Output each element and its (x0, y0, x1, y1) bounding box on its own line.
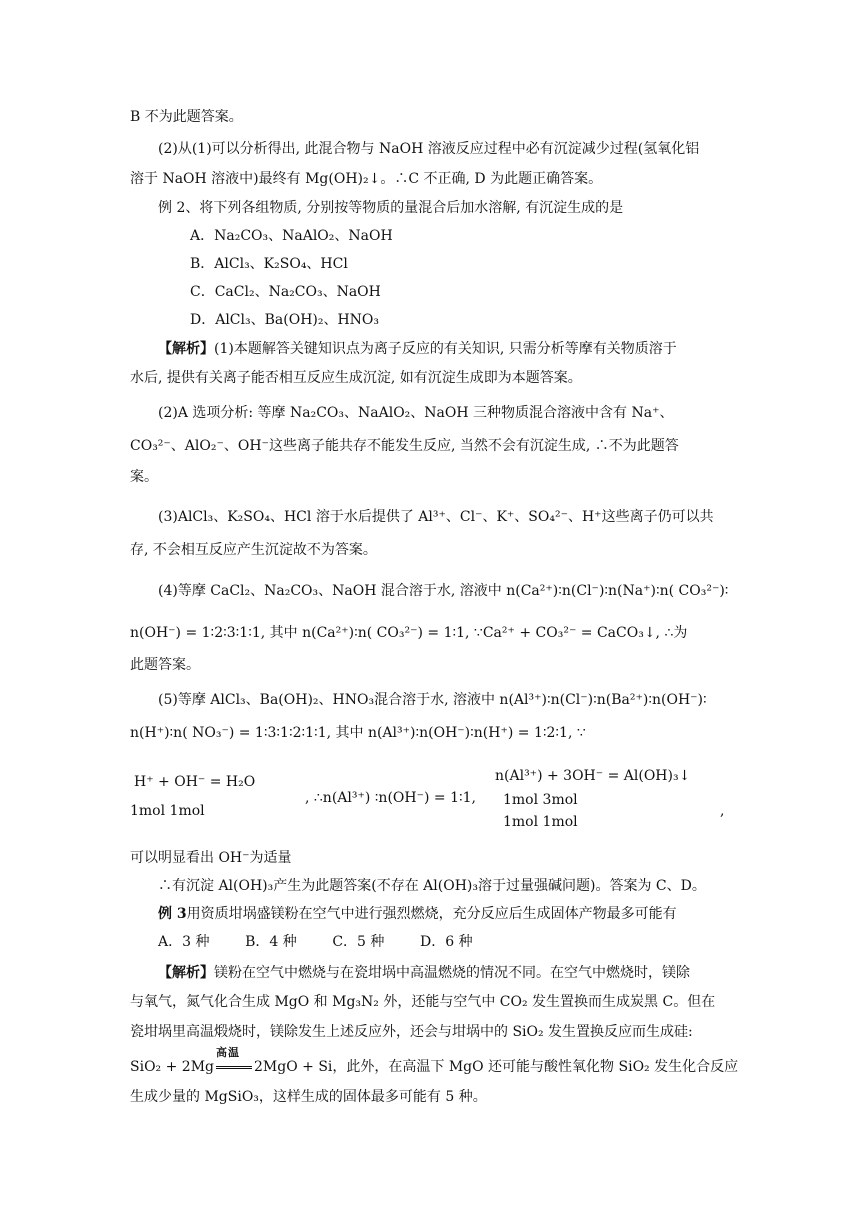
question-title (158, 904, 677, 924)
analysis-tag: 【解析】 (158, 965, 214, 981)
text-line: 案。 (130, 469, 158, 485)
text-line: 水后, 提供有关离子能否相互反应生成沉淀, 如有沉淀生成即为本题答案。 (130, 370, 582, 386)
reaction-line (130, 1046, 739, 1077)
analysis-tag: 【解析】 (158, 341, 214, 357)
example-options: A．3 种 B．4 种 C．5 种 D．6 种 (158, 934, 473, 950)
text-line: n(OH⁻) = 1∶2∶3∶1∶1, 其中 n(Ca²⁺)∶n( CO₃²⁻) = 1∶1, ∵Ca²⁺ + CO₃²⁻ = CaCO₃↓, ∴为 (130, 625, 688, 641)
equation-right-mol1: 1mol 3mol (503, 792, 578, 808)
equation-left-mol: 1mol 1mol (130, 803, 205, 819)
option-c: C．CaCl₂、Na₂CO₃、NaOH (190, 284, 381, 300)
option-d: D．AlCl₃、Ba(OH)₂、HNO₃ (190, 312, 380, 328)
example-tag: 例 3 (158, 906, 187, 922)
option-b: B．AlCl₃、K₂SO₄、HCl (190, 256, 348, 272)
equals-bar (216, 1066, 252, 1069)
text-line: 生成少量的 MgSiO₃，这样生成的固体最多可能有 5 种。 (130, 1089, 487, 1105)
analysis-line (158, 963, 690, 983)
text-line: B 不为此题答案。 (130, 109, 243, 125)
equation-right-mol2: 1mol 1mol (503, 814, 578, 830)
reaction-left: SiO₂ + 2Mg (130, 1059, 214, 1075)
text-line: ∴有沉淀 Al(OH)₃产生为此题答案(不存在 Al(OH)₃溶于过量强碱问题)。答案为 C、D。 (158, 878, 706, 894)
equation-comma: , (720, 803, 725, 819)
text-line: n(H⁺)∶n( NO₃⁻) = 1∶3∶1∶2∶1∶1, 其中 n(Al³⁺)∶n(OH⁻)∶n(H⁺) = 1∶2∶1, ∵ (130, 725, 586, 741)
equation-left: H⁺ + OH⁻ = H₂O (134, 774, 256, 790)
analysis-line (158, 339, 677, 359)
example-text: 用资质坩埚盛镁粉在空气中进行强烈燃烧，充分反应后生成固体产物最多可能有 (186, 906, 677, 922)
question-title: 例 2、将下列各组物质, 分别按等物质的量混合后加水溶解, 有沉淀生成的是 (158, 200, 624, 216)
text-line: (2)从(1)可以分析得出, 此混合物与 NaOH 溶液反应过程中必有沉淀减少过程(氢氧化铝 (158, 141, 700, 157)
text-line: (3)AlCl₃、K₂SO₄、HCl 溶于水后提供了 Al³⁺、Cl⁻、K⁺、SO₄²⁻、H⁺这些离子仍可以共 (158, 509, 714, 525)
text-line: 可以明显看出 OH⁻为适量 (130, 850, 292, 866)
analysis-text: (1)本题解答关键知识点为离子反应的有关知识, 只需分析等摩有关物质溶于 (214, 341, 677, 357)
text-line: 存, 不会相互反应产生沉淀故不为答案。 (130, 542, 377, 558)
option-a: A．Na₂CO₃、NaAlO₂、NaOH (190, 228, 393, 244)
text-line: (4)等摩 CaCl₂、Na₂CO₃、NaOH 混合溶于水, 溶液中 n(Ca²⁺)∶n(Cl⁻)∶n(Na⁺)∶n( CO₃²⁻)∶ (158, 583, 729, 599)
high-temp-label: 高温 (216, 1046, 240, 1059)
text-line: 瓷坩埚里高温煅烧时，镁除发生上述反应外，还会与坩埚中的 SiO₂ 发生置换反应而生成硅: (130, 1024, 693, 1040)
analysis-text: 镁粉在空气中燃烧与在瓷坩埚中高温燃烧的情况不同。在空气中燃烧时，镁除 (214, 965, 690, 981)
text-line: (5)等摩 AlCl₃、Ba(OH)₂、HNO₃混合溶于水, 溶液中 n(Al³⁺)∶n(Cl⁻)∶n(Ba²⁺)∶n(OH⁻)∶ (158, 692, 707, 708)
high-temp-condition (214, 1046, 254, 1077)
equation-right: n(Al³⁺) + 3OH⁻ = Al(OH)₃↓ (495, 768, 691, 784)
reaction-right: 2MgO + Si，此外，在高温下 MgO 还可能与酸性氧化物 SiO₂ 发生化合反应 (254, 1059, 739, 1075)
text-line: 与氧气，氮气化合生成 MgO 和 Mg₃N₂ 外，还能与空气中 CO₂ 发生置换而生成炭黑 C。但在 (130, 994, 716, 1010)
equation-mid: , ∴n(Al³⁺) ∶n(OH⁻) = 1∶1, (305, 790, 476, 806)
text-line: 此题答案。 (130, 657, 200, 673)
text-line: 溶于 NaOH 溶液中)最终有 Mg(OH)₂↓。∴C 不正确, D 为此题正确答案。 (130, 171, 603, 187)
text-line: (2)A 选项分析: 等摩 Na₂CO₃、NaAlO₂、NaOH 三种物质混合溶液中含有 Na⁺、 (158, 405, 674, 421)
text-line: CO₃²⁻、AlO₂⁻、OH⁻这些离子能共存不能发生反应, 当然不会有沉淀生成, ∴不为此题答 (130, 438, 679, 454)
